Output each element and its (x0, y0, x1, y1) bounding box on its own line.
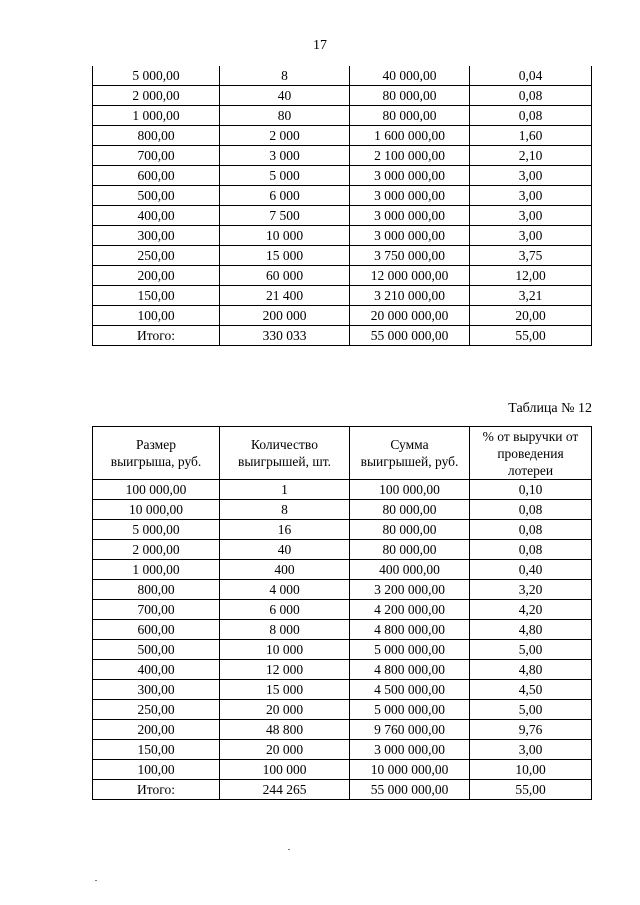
table-row (93, 266, 592, 286)
cell-revenue-percent: 9,76 (470, 720, 592, 740)
cell-revenue-percent: 3,00 (470, 226, 592, 246)
cell-revenue-percent: 3,20 (470, 580, 592, 600)
cell-prize-size: 2 000,00 (93, 540, 220, 560)
cell-prize-count: 10 000 (220, 640, 350, 660)
cell-prize-size: 2 000,00 (93, 86, 220, 106)
cell-revenue-percent: 3,21 (470, 286, 592, 306)
cell-prize-size: Итого: (93, 780, 220, 800)
cell-prize-sum: 3 000 000,00 (350, 740, 470, 760)
table-row (93, 640, 592, 660)
cell-prize-size: 1 000,00 (93, 560, 220, 580)
cell-prize-sum: 4 800 000,00 (350, 620, 470, 640)
cell-prize-sum: 3 000 000,00 (350, 206, 470, 226)
cell-prize-count: 21 400 (220, 286, 350, 306)
cell-prize-count: 400 (220, 560, 350, 580)
cell-prize-sum: 4 800 000,00 (350, 660, 470, 680)
table-row (93, 306, 592, 326)
scan-speck (288, 849, 290, 850)
table-row (93, 540, 592, 560)
cell-revenue-percent: 3,00 (470, 206, 592, 226)
cell-prize-count: 6 000 (220, 186, 350, 206)
table-row (93, 500, 592, 520)
cell-prize-size: 400,00 (93, 660, 220, 680)
cell-prize-sum: 2 100 000,00 (350, 146, 470, 166)
cell-revenue-percent: 0,08 (470, 86, 592, 106)
cell-prize-size: 800,00 (93, 580, 220, 600)
cell-prize-sum: 55 000 000,00 (350, 780, 470, 800)
cell-prize-size: 100,00 (93, 760, 220, 780)
cell-prize-size: 10 000,00 (93, 500, 220, 520)
table-row (93, 700, 592, 720)
cell-prize-count: 6 000 (220, 600, 350, 620)
prize-table-continued (92, 66, 592, 346)
cell-prize-sum: 3 200 000,00 (350, 580, 470, 600)
table-row (93, 600, 592, 620)
cell-prize-count: 200 000 (220, 306, 350, 326)
cell-prize-sum: 4 200 000,00 (350, 600, 470, 620)
cell-prize-size: 500,00 (93, 186, 220, 206)
table-row (93, 740, 592, 760)
total-row (93, 780, 592, 800)
cell-prize-sum: 5 000 000,00 (350, 700, 470, 720)
cell-prize-size: 700,00 (93, 146, 220, 166)
table-row (93, 226, 592, 246)
cell-prize-count: 15 000 (220, 246, 350, 266)
table-row (93, 520, 592, 540)
cell-prize-size: 600,00 (93, 166, 220, 186)
table-12-caption: Таблица № 12 (508, 401, 592, 416)
cell-prize-sum: 3 000 000,00 (350, 166, 470, 186)
cell-prize-size: 600,00 (93, 620, 220, 640)
header-prize-size: Размер выигрыша, руб. (93, 427, 220, 480)
cell-prize-sum: 55 000 000,00 (350, 326, 470, 346)
cell-prize-sum: 12 000 000,00 (350, 266, 470, 286)
table-row (93, 246, 592, 266)
page-number: 17 (313, 38, 327, 53)
table-row (93, 146, 592, 166)
scan-speck (95, 880, 97, 881)
cell-prize-sum: 10 000 000,00 (350, 760, 470, 780)
table-row (93, 106, 592, 126)
cell-revenue-percent: 0,08 (470, 540, 592, 560)
cell-prize-sum: 4 500 000,00 (350, 680, 470, 700)
cell-prize-count: 330 033 (220, 326, 350, 346)
cell-prize-count: 1 (220, 480, 350, 500)
cell-prize-count: 20 000 (220, 700, 350, 720)
cell-prize-sum: 80 000,00 (350, 106, 470, 126)
header-revenue-percent: % от выручки от проведения лотереи (470, 427, 592, 480)
cell-prize-sum: 80 000,00 (350, 86, 470, 106)
cell-prize-count: 4 000 (220, 580, 350, 600)
table-row (93, 580, 592, 600)
cell-prize-size: 300,00 (93, 680, 220, 700)
cell-revenue-percent: 0,08 (470, 520, 592, 540)
cell-prize-sum: 400 000,00 (350, 560, 470, 580)
cell-prize-sum: 100 000,00 (350, 480, 470, 500)
table-row (93, 286, 592, 306)
table-row (93, 620, 592, 640)
table-row (93, 660, 592, 680)
table-row (93, 560, 592, 580)
cell-prize-size: 700,00 (93, 600, 220, 620)
cell-prize-size: 500,00 (93, 640, 220, 660)
cell-prize-count: 80 (220, 106, 350, 126)
cell-prize-size: 5 000,00 (93, 520, 220, 540)
cell-prize-size: 100,00 (93, 306, 220, 326)
cell-revenue-percent: 4,50 (470, 680, 592, 700)
cell-prize-size: 250,00 (93, 700, 220, 720)
cell-prize-count: 2 000 (220, 126, 350, 146)
cell-revenue-percent: 4,80 (470, 620, 592, 640)
table-row (93, 186, 592, 206)
cell-prize-size: 200,00 (93, 720, 220, 740)
cell-prize-size: 150,00 (93, 740, 220, 760)
cell-prize-count: 5 000 (220, 166, 350, 186)
cell-prize-size: 5 000,00 (93, 66, 220, 86)
cell-prize-sum: 5 000 000,00 (350, 640, 470, 660)
cell-revenue-percent: 55,00 (470, 326, 592, 346)
cell-prize-size: 200,00 (93, 266, 220, 286)
header-prize-count: Количество выигрышей, шт. (220, 427, 350, 480)
cell-prize-count: 3 000 (220, 146, 350, 166)
total-row (93, 326, 592, 346)
cell-prize-count: 10 000 (220, 226, 350, 246)
cell-prize-sum: 1 600 000,00 (350, 126, 470, 146)
table-row (93, 66, 592, 86)
table-row (93, 206, 592, 226)
cell-revenue-percent: 3,75 (470, 246, 592, 266)
cell-revenue-percent: 2,10 (470, 146, 592, 166)
cell-prize-sum: 3 000 000,00 (350, 186, 470, 206)
table-row (93, 166, 592, 186)
cell-prize-size: 300,00 (93, 226, 220, 246)
cell-prize-size: 100 000,00 (93, 480, 220, 500)
cell-prize-count: 60 000 (220, 266, 350, 286)
cell-prize-count: 244 265 (220, 780, 350, 800)
cell-revenue-percent: 3,00 (470, 186, 592, 206)
table-row (93, 720, 592, 740)
cell-prize-count: 100 000 (220, 760, 350, 780)
cell-prize-sum: 80 000,00 (350, 540, 470, 560)
cell-revenue-percent: 55,00 (470, 780, 592, 800)
cell-prize-size: 250,00 (93, 246, 220, 266)
table-row (93, 760, 592, 780)
cell-prize-count: 8 (220, 500, 350, 520)
table-row (93, 126, 592, 146)
cell-prize-sum: 80 000,00 (350, 500, 470, 520)
cell-prize-sum: 3 210 000,00 (350, 286, 470, 306)
cell-prize-size: 400,00 (93, 206, 220, 226)
table-row (93, 86, 592, 106)
cell-revenue-percent: 0,40 (470, 560, 592, 580)
cell-prize-count: 48 800 (220, 720, 350, 740)
cell-prize-size: 800,00 (93, 126, 220, 146)
cell-prize-sum: 40 000,00 (350, 66, 470, 86)
cell-revenue-percent: 20,00 (470, 306, 592, 326)
cell-prize-count: 40 (220, 86, 350, 106)
cell-revenue-percent: 12,00 (470, 266, 592, 286)
cell-revenue-percent: 3,00 (470, 740, 592, 760)
cell-revenue-percent: 4,20 (470, 600, 592, 620)
cell-revenue-percent: 0,08 (470, 500, 592, 520)
cell-prize-size: 150,00 (93, 286, 220, 306)
cell-prize-sum: 3 750 000,00 (350, 246, 470, 266)
cell-revenue-percent: 3,00 (470, 166, 592, 186)
cell-prize-sum: 20 000 000,00 (350, 306, 470, 326)
cell-prize-count: 8 (220, 66, 350, 86)
cell-prize-count: 16 (220, 520, 350, 540)
cell-prize-count: 20 000 (220, 740, 350, 760)
cell-revenue-percent: 0,04 (470, 66, 592, 86)
table-header-row (93, 427, 592, 480)
cell-prize-count: 12 000 (220, 660, 350, 680)
cell-prize-sum: 3 000 000,00 (350, 226, 470, 246)
table-row (93, 680, 592, 700)
cell-prize-size: 1 000,00 (93, 106, 220, 126)
prize-table-12 (92, 426, 592, 800)
header-prize-sum: Сумма выигрышей, руб. (350, 427, 470, 480)
cell-revenue-percent: 5,00 (470, 700, 592, 720)
cell-prize-sum: 9 760 000,00 (350, 720, 470, 740)
cell-revenue-percent: 1,60 (470, 126, 592, 146)
cell-revenue-percent: 4,80 (470, 660, 592, 680)
cell-prize-count: 40 (220, 540, 350, 560)
cell-revenue-percent: 0,10 (470, 480, 592, 500)
cell-revenue-percent: 0,08 (470, 106, 592, 126)
cell-prize-size: Итого: (93, 326, 220, 346)
cell-prize-count: 7 500 (220, 206, 350, 226)
cell-prize-count: 8 000 (220, 620, 350, 640)
cell-prize-count: 15 000 (220, 680, 350, 700)
table-row (93, 480, 592, 500)
cell-revenue-percent: 10,00 (470, 760, 592, 780)
cell-prize-sum: 80 000,00 (350, 520, 470, 540)
cell-revenue-percent: 5,00 (470, 640, 592, 660)
